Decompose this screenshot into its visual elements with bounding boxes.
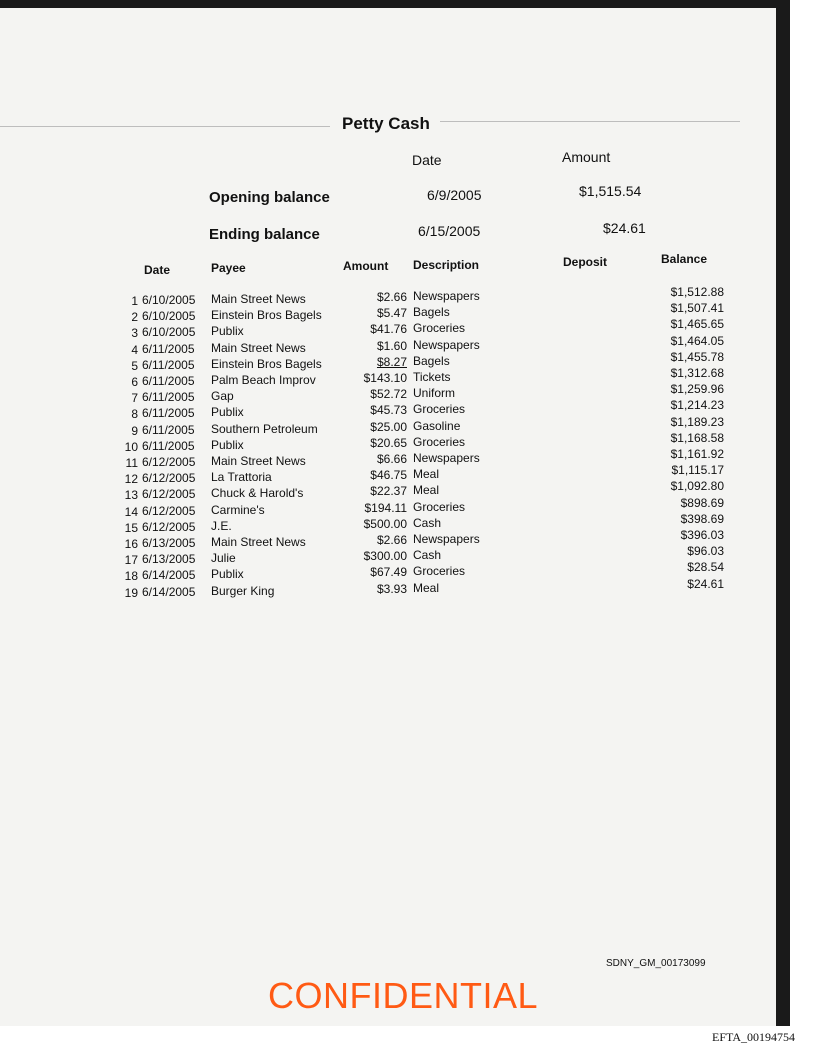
row-date: 6/11/2005 bbox=[142, 341, 195, 356]
col-header-payee: Payee bbox=[211, 261, 246, 275]
row-date: 6/11/2005 bbox=[142, 357, 195, 372]
summary-date-header: Date bbox=[412, 152, 442, 168]
row-date: 6/10/2005 bbox=[142, 309, 196, 324]
row-balance: $1,507.41 bbox=[670, 301, 724, 316]
row-balance: $24.61 bbox=[687, 576, 724, 591]
row-payee: Julie bbox=[211, 551, 236, 566]
row-description: Bagels bbox=[413, 353, 450, 368]
row-description: Meal bbox=[413, 467, 440, 482]
row-number: 1 bbox=[131, 294, 138, 308]
row-amount: $2.66 bbox=[376, 290, 407, 304]
row-date: 6/10/2005 bbox=[142, 325, 196, 340]
col-header-balance: Balance bbox=[661, 252, 708, 266]
row-number: 4 bbox=[131, 342, 138, 357]
col-header-amount: Amount bbox=[343, 259, 389, 273]
opening-balance-label: Opening balance bbox=[209, 189, 330, 206]
summary-amount-header: Amount bbox=[562, 149, 611, 165]
opening-balance-date: 6/9/2005 bbox=[427, 187, 482, 203]
ending-balance-label: Ending balance bbox=[209, 226, 320, 243]
scan-streak bbox=[440, 121, 740, 122]
row-payee: Burger King bbox=[211, 583, 275, 598]
row-description: Gasoline bbox=[413, 418, 461, 433]
row-balance: $898.69 bbox=[680, 495, 724, 510]
row-date: 6/12/2005 bbox=[142, 519, 196, 534]
row-balance: $1,455.78 bbox=[670, 349, 724, 364]
row-payee: Main Street News bbox=[211, 292, 306, 306]
row-date: 6/13/2005 bbox=[142, 552, 196, 567]
row-amount: $300.00 bbox=[363, 549, 407, 564]
scan-edge-right bbox=[776, 0, 790, 1026]
row-payee: Einstein Bros Bagels bbox=[211, 308, 322, 323]
row-number: 12 bbox=[124, 472, 138, 487]
ending-balance-amount: $24.61 bbox=[603, 220, 646, 236]
row-description: Cash bbox=[413, 515, 442, 530]
row-payee: Publix bbox=[211, 324, 244, 339]
row-balance: $28.54 bbox=[687, 560, 724, 575]
row-payee: Main Street News bbox=[211, 454, 306, 468]
row-date: 6/11/2005 bbox=[142, 406, 195, 421]
row-payee: Gap bbox=[211, 389, 234, 404]
row-description: Newspapers bbox=[413, 337, 480, 352]
row-number: 16 bbox=[124, 537, 138, 551]
row-balance: $1,092.80 bbox=[670, 479, 724, 494]
row-amount: $46.75 bbox=[370, 468, 407, 483]
row-amount: $41.76 bbox=[370, 322, 407, 337]
row-description: Groceries bbox=[413, 434, 466, 449]
row-balance: $1,512.88 bbox=[670, 285, 724, 299]
scan-streak bbox=[0, 126, 330, 127]
row-description: Tickets bbox=[413, 370, 451, 384]
opening-balance-amount: $1,515.54 bbox=[579, 183, 642, 199]
row-number: 18 bbox=[124, 569, 138, 584]
row-number: 8 bbox=[131, 407, 138, 422]
row-description: Groceries bbox=[413, 402, 466, 417]
row-balance: $1,464.05 bbox=[670, 333, 724, 348]
row-payee: Carmine's bbox=[211, 502, 265, 517]
row-number: 2 bbox=[131, 310, 138, 325]
confidential-stamp: CONFIDENTIAL bbox=[268, 975, 539, 1016]
row-number: 10 bbox=[124, 439, 138, 454]
row-payee: Chuck & Harold's bbox=[211, 486, 304, 501]
row-payee: La Trattoria bbox=[211, 470, 272, 485]
row-amount: $143.10 bbox=[363, 371, 407, 385]
row-payee: Einstein Bros Bagels bbox=[211, 356, 322, 371]
row-balance: $1,312.68 bbox=[670, 366, 724, 380]
row-date: 6/12/2005 bbox=[142, 455, 196, 469]
row-date: 6/12/2005 bbox=[142, 471, 196, 486]
row-description: Uniform bbox=[413, 386, 456, 401]
row-payee: Palm Beach Improv bbox=[211, 373, 316, 387]
row-amount: $3.93 bbox=[376, 581, 407, 596]
row-number: 5 bbox=[131, 358, 138, 373]
row-amount: $67.49 bbox=[370, 565, 407, 580]
row-description: Cash bbox=[413, 548, 442, 563]
row-description: Newspapers bbox=[413, 451, 480, 465]
row-date: 6/11/2005 bbox=[142, 422, 195, 437]
row-number: 11 bbox=[125, 456, 138, 470]
ending-balance-date: 6/15/2005 bbox=[418, 223, 481, 239]
row-number: 17 bbox=[124, 553, 138, 568]
row-description: Meal bbox=[413, 580, 440, 595]
row-amount: $20.65 bbox=[370, 435, 407, 450]
row-number: 13 bbox=[124, 488, 138, 503]
row-description: Newspapers bbox=[413, 532, 480, 546]
row-payee: Publix bbox=[211, 405, 244, 420]
row-balance: $1,161.92 bbox=[670, 447, 724, 461]
scan-edge-top bbox=[0, 0, 790, 8]
row-amount: $45.73 bbox=[370, 403, 407, 418]
efta-number: EFTA_00194754 bbox=[712, 1030, 796, 1044]
row-payee: Main Street News bbox=[211, 340, 306, 355]
row-number: 15 bbox=[124, 520, 138, 535]
row-balance: $1,214.23 bbox=[670, 398, 724, 413]
row-description: Bagels bbox=[413, 305, 450, 320]
row-description: Meal bbox=[413, 483, 440, 498]
row-balance: $1,189.23 bbox=[670, 414, 724, 429]
row-number: 19 bbox=[124, 585, 138, 600]
row-payee: Publix bbox=[211, 437, 244, 452]
row-balance: $1,115.17 bbox=[671, 463, 724, 478]
row-date: 6/12/2005 bbox=[142, 503, 196, 518]
row-amount: $500.00 bbox=[363, 516, 407, 531]
row-amount: $194.11 bbox=[364, 500, 407, 515]
col-header-date: Date bbox=[144, 263, 171, 277]
row-balance: $1,259.96 bbox=[670, 382, 724, 397]
row-number: 6 bbox=[131, 375, 138, 389]
row-amount: $22.37 bbox=[370, 484, 407, 499]
row-payee: Southern Petroleum bbox=[211, 421, 318, 436]
row-payee: J.E. bbox=[211, 518, 232, 533]
row-amount: $6.66 bbox=[376, 452, 407, 466]
row-date: 6/13/2005 bbox=[142, 536, 196, 550]
row-description: Groceries bbox=[413, 564, 466, 579]
row-balance: $1,465.65 bbox=[670, 317, 724, 332]
row-amount: $8.27 bbox=[376, 354, 407, 369]
document-id: SDNY_GM_00173099 bbox=[606, 958, 706, 969]
row-payee: Publix bbox=[211, 567, 244, 582]
row-balance: $96.03 bbox=[687, 544, 724, 559]
row-date: 6/14/2005 bbox=[142, 568, 196, 583]
row-balance: $398.69 bbox=[680, 511, 724, 526]
row-date: 6/12/2005 bbox=[142, 487, 196, 502]
row-amount: $2.66 bbox=[376, 533, 407, 547]
row-number: 7 bbox=[131, 391, 138, 406]
page-title: Petty Cash bbox=[342, 114, 430, 133]
row-date: 6/14/2005 bbox=[142, 584, 196, 599]
row-number: 14 bbox=[124, 504, 138, 519]
row-payee: Main Street News bbox=[211, 535, 306, 549]
row-date: 6/11/2005 bbox=[142, 390, 195, 405]
col-header-deposit: Deposit bbox=[563, 255, 608, 269]
row-date: 6/11/2005 bbox=[142, 438, 195, 453]
row-amount: $1.60 bbox=[376, 338, 407, 353]
row-balance: $396.03 bbox=[680, 528, 724, 542]
row-amount: $5.47 bbox=[376, 306, 407, 321]
row-balance: $1,168.58 bbox=[670, 430, 724, 445]
row-description: Groceries bbox=[413, 499, 466, 514]
row-description: Newspapers bbox=[413, 289, 480, 303]
row-amount: $25.00 bbox=[370, 419, 407, 434]
row-amount: $52.72 bbox=[370, 387, 407, 402]
col-header-description: Description bbox=[413, 258, 480, 272]
row-date: 6/10/2005 bbox=[142, 293, 196, 307]
row-number: 3 bbox=[131, 326, 138, 341]
row-number: 9 bbox=[131, 423, 138, 438]
row-date: 6/11/2005 bbox=[142, 374, 195, 388]
row-description: Groceries bbox=[413, 321, 466, 336]
